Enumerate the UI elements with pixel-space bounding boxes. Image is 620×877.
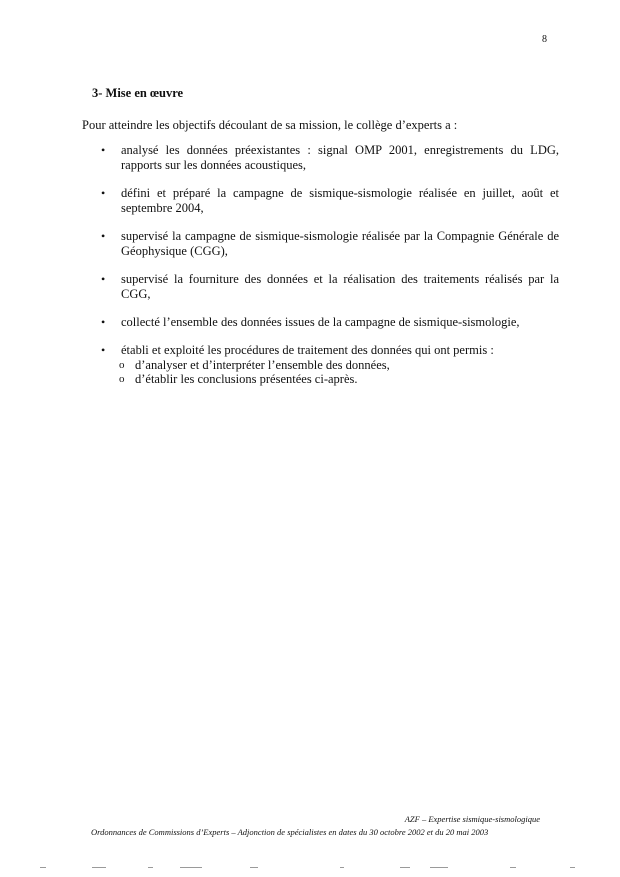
circle-bullet-icon: o	[119, 359, 125, 371]
circle-bullet-icon: o	[119, 373, 125, 385]
list-item	[0, 343, 559, 386]
sub-list-item-text: d’analyser et d’interpréter l’ensemble des données,	[135, 358, 390, 372]
list-item-text: collecté l’ensemble des données issues de la campagne de sismique-sismologie,	[121, 315, 520, 329]
scan-artifacts	[40, 864, 580, 872]
footer-subtitle-text: Ordonnances de Commissions d’Experts – Adjonction de spécialistes en dates du 30 octobre 2002 et du 20 mai 2003	[91, 827, 489, 837]
footer-title-text: AZF – Expertise sismique-sismologique	[404, 814, 540, 824]
list-item	[0, 272, 559, 302]
list-item	[0, 186, 559, 216]
list-item-text: défini et préparé la campagne de sismique-sismologie réalisée en juillet, août et septembre 2004,	[121, 186, 559, 215]
section-heading: 3- Mise en œuvre	[92, 86, 184, 100]
bullet-icon: •	[101, 229, 106, 243]
bullet-icon: •	[101, 343, 106, 357]
list-item-text: supervisé la campagne de sismique-sismologie réalisée par la Compagnie Générale de Géophysique (CGG),	[121, 229, 559, 258]
intro-paragraph: Pour atteindre les objectifs découlant de sa mission, le collège d’experts a :	[82, 118, 458, 132]
bullet-icon: •	[101, 186, 106, 200]
bullet-icon: •	[101, 143, 106, 157]
list-item	[0, 315, 559, 330]
list-item-text: établi et exploité les procédures de traitement des données qui ont permis :	[121, 343, 494, 357]
list-item-text: supervisé la fourniture des données et la réalisation des traitements réalisés par la CGG,	[121, 272, 559, 301]
list-item	[0, 143, 559, 173]
sub-list-item	[119, 372, 559, 386]
page-number: 8	[542, 34, 547, 45]
list-item	[0, 229, 559, 259]
bullet-icon: •	[101, 272, 106, 286]
bullet-list	[0, 143, 620, 399]
list-item-text: analysé les données préexistantes : signal OMP 2001, enregistrements du LDG, rapports sur les données acoustiques,	[121, 143, 559, 172]
sub-list	[121, 358, 559, 386]
bullet-icon: •	[101, 315, 106, 329]
sub-list-item	[119, 358, 559, 372]
sub-list-item-text: d’établir les conclusions présentées ci-après.	[135, 372, 358, 386]
